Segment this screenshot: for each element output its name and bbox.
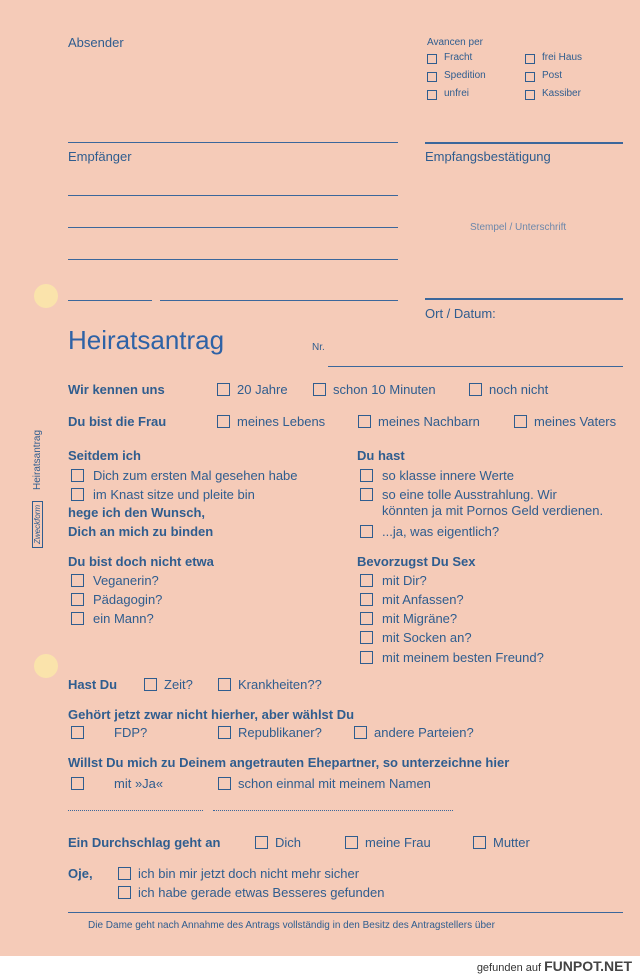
q5-checkbox-3[interactable] [71, 612, 84, 625]
option-post: Post [542, 70, 563, 81]
q3-checkbox-1[interactable] [71, 469, 84, 482]
checkbox-post[interactable] [525, 72, 535, 82]
recipient-label: Empfänger [68, 149, 132, 164]
q10-checkbox-2[interactable] [345, 836, 358, 849]
q11-option-1: ich bin mir jetzt doch nicht mehr sicher [138, 866, 360, 881]
q6-checkbox-1[interactable] [360, 574, 373, 587]
shipping-title: Avancen per [427, 37, 483, 48]
footer-line [68, 912, 623, 913]
watermark-bar [0, 956, 640, 976]
q2-checkbox-2[interactable] [358, 415, 371, 428]
place-date-label: Ort / Datum: [425, 306, 496, 321]
number-label: Nr. [312, 342, 325, 353]
q4-checkbox-3[interactable] [360, 525, 373, 538]
q3-tail-2: Dich an mich zu binden [68, 524, 214, 539]
q1-label: Wir kennen uns [68, 382, 165, 397]
option-fracht: Fracht [444, 52, 473, 63]
q4-option-2-cont: könnten ja mit Pornos Geld verdienen. [382, 503, 604, 518]
q3-tail-1: hege ich den Wunsch, [68, 505, 206, 520]
signature-line-1 [68, 810, 203, 811]
q5-option-1: Veganerin? [93, 573, 159, 588]
checkbox-fracht[interactable] [427, 54, 437, 64]
q5-checkbox-2[interactable] [71, 593, 84, 606]
q8-checkbox-3[interactable] [354, 726, 367, 739]
q10-checkbox-1[interactable] [255, 836, 268, 849]
q8-option-1: FDP? [114, 725, 148, 740]
q9-checkbox-2[interactable] [218, 777, 231, 790]
q1-checkbox-3[interactable] [469, 383, 482, 396]
q10-label: Ein Durchschlag geht an [68, 835, 221, 850]
q1-option-1: 20 Jahre [237, 382, 288, 397]
q6-label: Bevorzugst Du Sex [357, 554, 476, 569]
q6-checkbox-4[interactable] [360, 631, 373, 644]
q2-option-2: meines Nachbarn [378, 414, 480, 429]
q4-option-1: so klasse innere Werte [382, 468, 514, 483]
footer-text: Die Dame geht nach Annahme des Antrags vollständig in den Besitz des Antragstellers über [88, 920, 495, 931]
checkbox-unfrei[interactable] [427, 90, 437, 100]
q4-label: Du hast [357, 448, 405, 463]
receipt-label: Empfangsbestätigung [425, 149, 551, 164]
option-unfrei: unfrei [444, 88, 470, 99]
sender-label: Absender [68, 35, 124, 50]
recipient-line-4a [68, 300, 152, 301]
q1-checkbox-1[interactable] [217, 383, 230, 396]
q1-checkbox-2[interactable] [313, 383, 326, 396]
q11-checkbox-1[interactable] [118, 867, 131, 880]
q6-option-2: mit Anfassen? [382, 592, 464, 607]
q9-option-2: schon einmal mit meinem Namen [238, 776, 431, 791]
q7-label: Hast Du [68, 677, 118, 692]
q4-option-2: so eine tolle Ausstrahlung. Wir [382, 487, 557, 502]
sender-line [68, 142, 398, 143]
q4-option-3: ...ja, was eigentlich? [382, 524, 500, 539]
q2-option-3: meines Vaters [534, 414, 617, 429]
q4-checkbox-1[interactable] [360, 469, 373, 482]
q11-checkbox-2[interactable] [118, 886, 131, 899]
q6-option-5: mit meinem besten Freund? [382, 650, 544, 665]
q11-label: Oje, [68, 866, 93, 881]
q7-checkbox-1[interactable] [144, 678, 157, 691]
checkbox-kassiber[interactable] [525, 90, 535, 100]
q7-option-2: Krankheiten?? [238, 677, 322, 692]
q9-checkbox-1[interactable] [71, 777, 84, 790]
q6-checkbox-5[interactable] [360, 651, 373, 664]
place-date-line [425, 298, 623, 300]
q5-option-2: Pädagogin? [93, 592, 163, 607]
q9-label: Willst Du mich zu Deinem angetrauten Ehepartner, so unterzeichne hier [68, 755, 510, 770]
q7-option-1: Zeit? [164, 677, 193, 692]
q4-checkbox-2[interactable] [360, 488, 373, 501]
q1-option-2: schon 10 Minuten [333, 382, 436, 397]
q2-checkbox-3[interactable] [514, 415, 527, 428]
q6-option-1: mit Dir? [382, 573, 427, 588]
stamp-label: Stempel / Unterschrift [470, 222, 567, 233]
q5-checkbox-1[interactable] [71, 574, 84, 587]
q8-checkbox-1[interactable] [71, 726, 84, 739]
checkbox-frei-haus[interactable] [525, 54, 535, 64]
q10-option-3: Mutter [493, 835, 530, 850]
q11-option-2: ich habe gerade etwas Besseres gefunden [138, 885, 385, 900]
q8-label: Gehört jetzt zwar nicht hierher, aber wählst Du [68, 707, 355, 722]
q8-option-3: andere Parteien? [374, 725, 474, 740]
q8-option-2: Republikaner? [238, 725, 322, 740]
q6-checkbox-3[interactable] [360, 612, 373, 625]
side-logo: Zweckform [32, 501, 43, 548]
watermark-brand[interactable]: FUNPOT.NET [544, 958, 632, 974]
q3-checkbox-2[interactable] [71, 488, 84, 501]
page-title: Heiratsantrag [68, 325, 225, 355]
q6-option-3: mit Migräne? [382, 611, 458, 626]
q10-option-2: meine Frau [365, 835, 431, 850]
watermark [477, 958, 632, 974]
option-frei-haus: frei Haus [542, 52, 583, 63]
q2-checkbox-1[interactable] [217, 415, 230, 428]
q1-option-3: noch nicht [489, 382, 549, 397]
option-kassiber: Kassiber [542, 88, 581, 99]
checkbox-spedition[interactable] [427, 72, 437, 82]
q5-option-3: ein Mann? [93, 611, 154, 626]
q3-label: Seitdem ich [68, 448, 141, 463]
receipt-top-line [425, 142, 623, 144]
q2-label: Du bist die Frau [68, 414, 167, 429]
q8-checkbox-2[interactable] [218, 726, 231, 739]
q3-option-1: Dich zum ersten Mal gesehen habe [93, 468, 298, 483]
q2-option-1: meines Lebens [237, 414, 326, 429]
q5-label: Du bist doch nicht etwa [68, 554, 214, 569]
q7-checkbox-2[interactable] [218, 678, 231, 691]
title-line [328, 366, 623, 367]
recipient-line-1 [68, 195, 398, 196]
q10-checkbox-3[interactable] [473, 836, 486, 849]
recipient-line-3 [68, 259, 398, 260]
q10-option-1: Dich [275, 835, 302, 850]
punch-hole-top [34, 284, 58, 308]
q9-option-1: mit »Ja« [114, 776, 164, 791]
side-label: Heiratsantrag [32, 429, 43, 490]
punch-hole-bottom [34, 654, 58, 678]
recipient-line-4b [160, 300, 398, 301]
option-spedition: Spedition [444, 70, 486, 81]
watermark-prefix: gefunden auf [476, 962, 542, 974]
q6-checkbox-2[interactable] [360, 593, 373, 606]
q3-option-2: im Knast sitze und pleite bin [93, 487, 255, 502]
recipient-line-2 [68, 227, 398, 228]
q6-option-4: mit Socken an? [382, 630, 472, 645]
signature-line-2 [213, 810, 453, 811]
